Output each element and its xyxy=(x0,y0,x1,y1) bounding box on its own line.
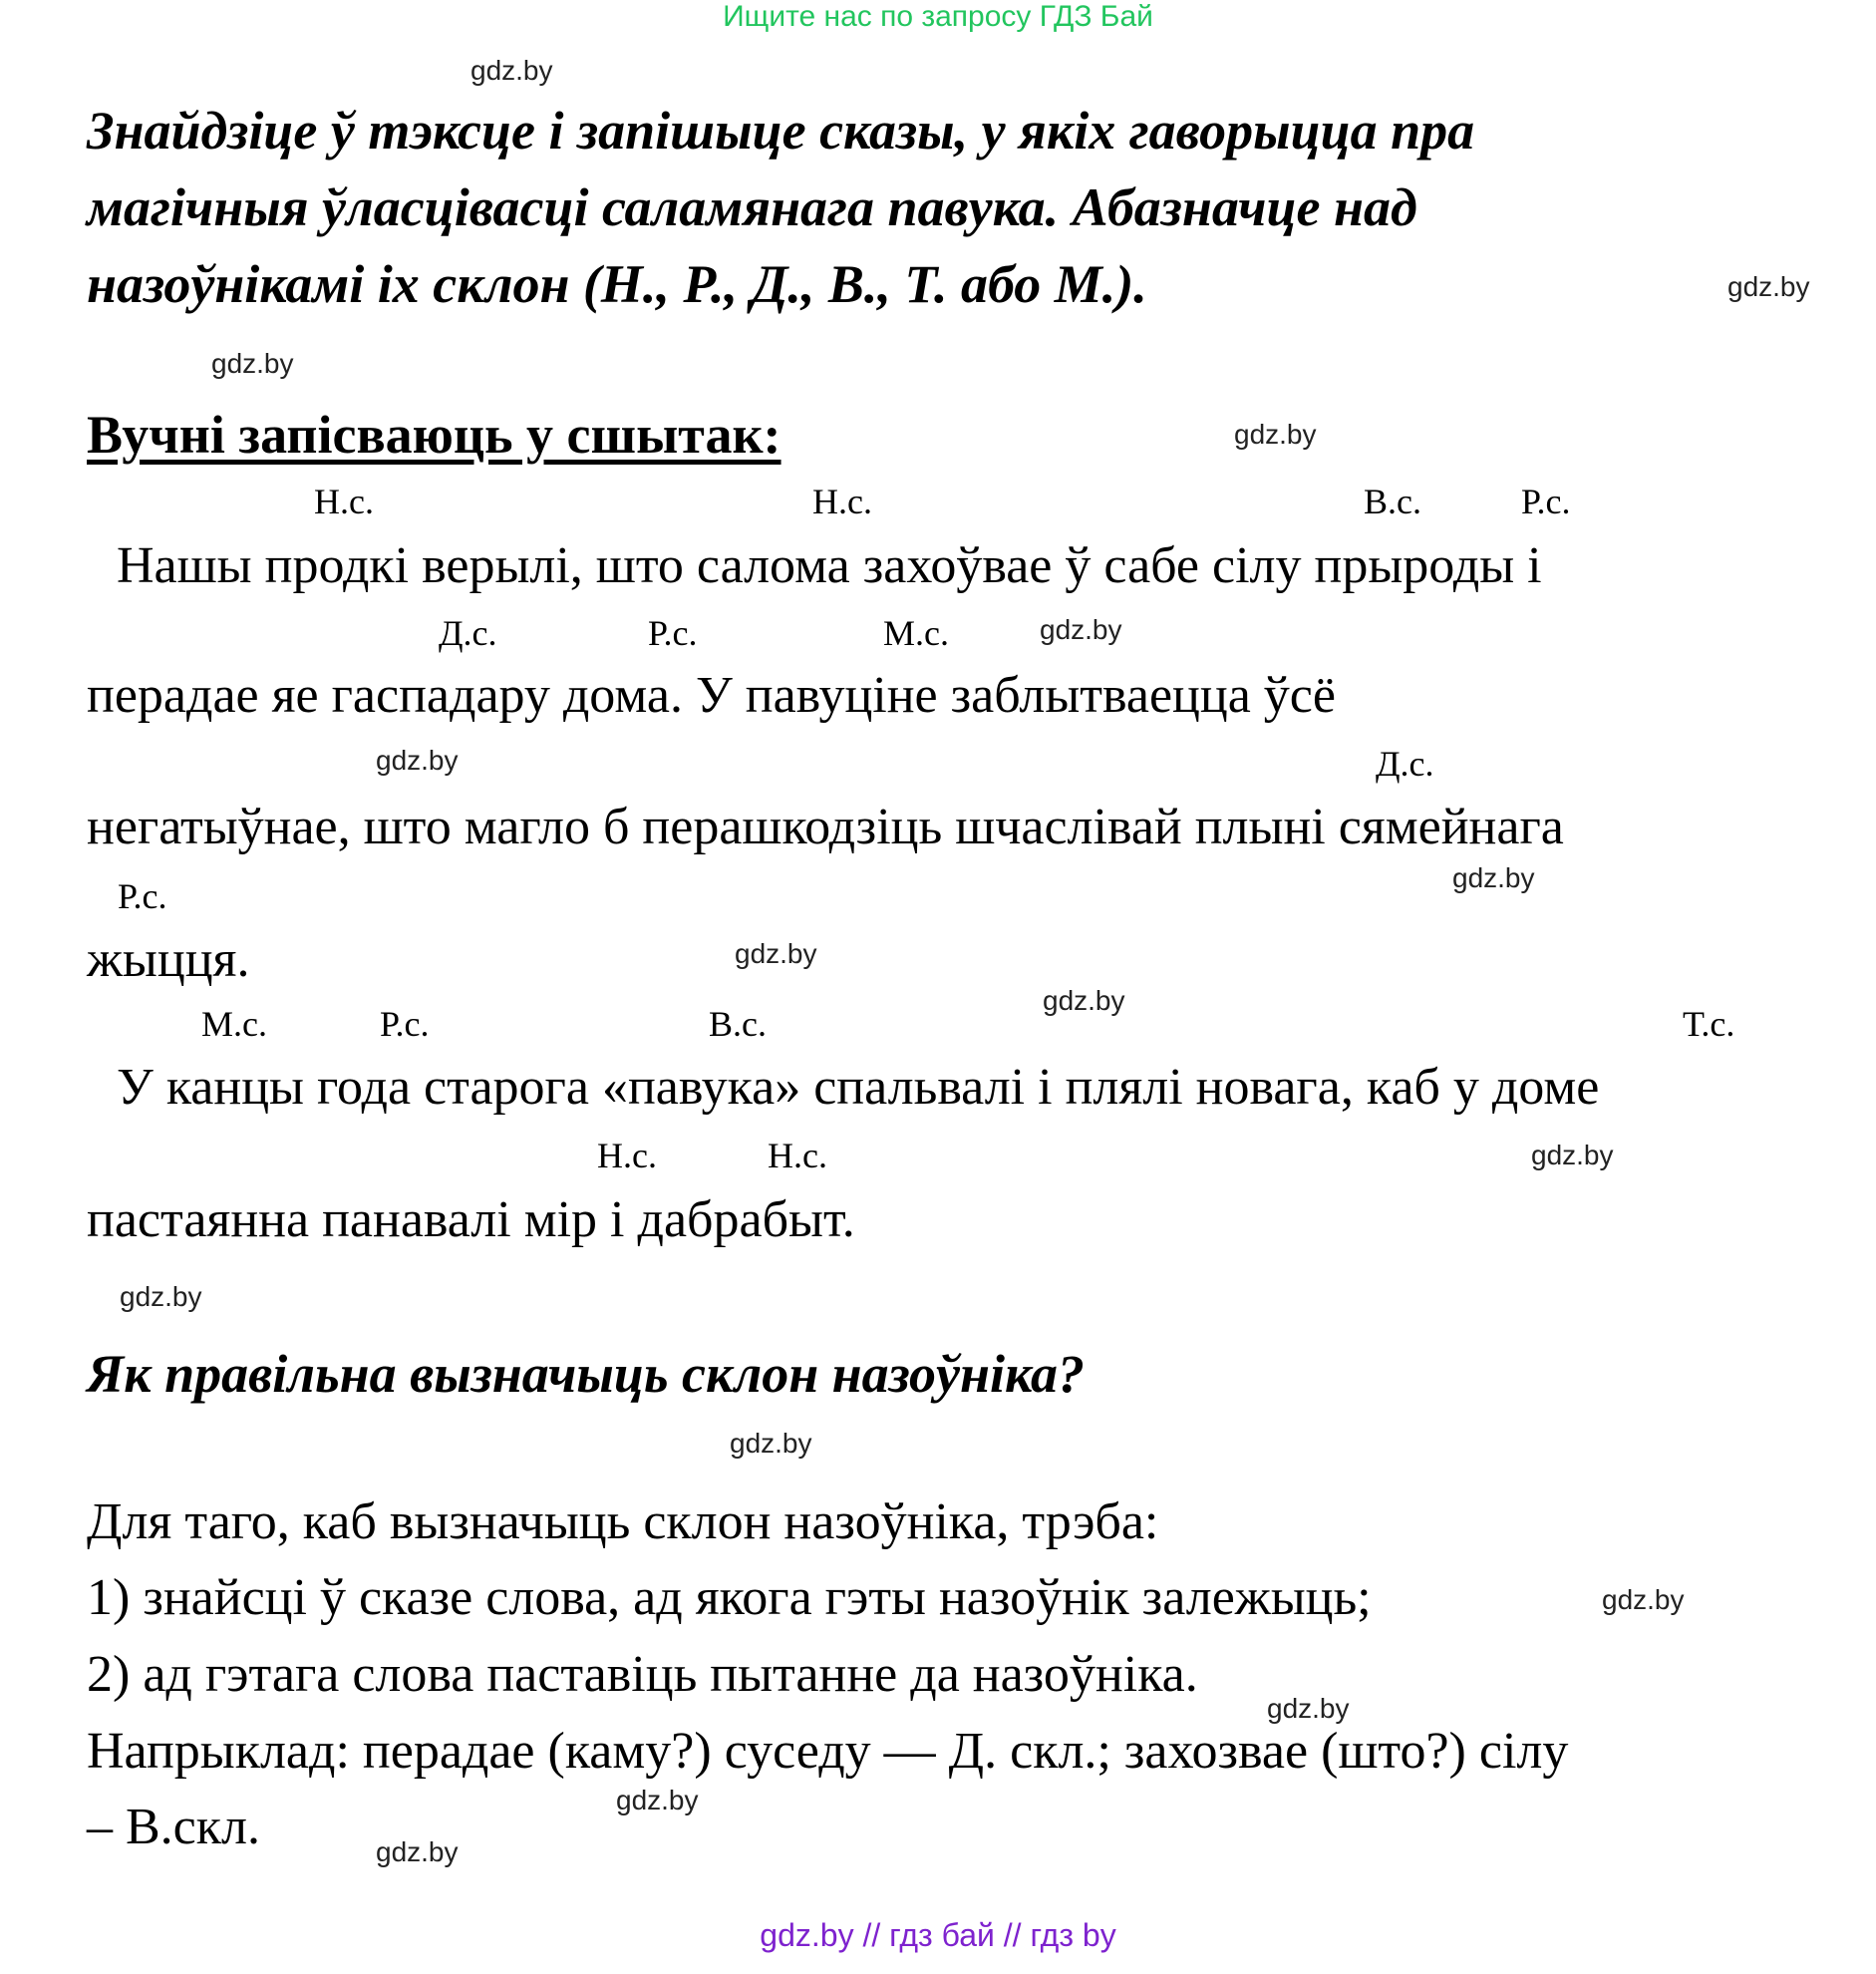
task-line-1: Знайдзіце ў тэксце і запішыце сказы, у якіх гаворыцца пра xyxy=(87,101,1475,161)
case-mark: Р.с. xyxy=(380,1004,430,1044)
case-mark: Н.с. xyxy=(597,1136,657,1175)
case-mark: Т.с. xyxy=(1683,1004,1735,1044)
text-line-6: пастаянна панавалі мір і дабрабыт. xyxy=(87,1191,855,1248)
watermark: gdz.by xyxy=(1267,1693,1350,1724)
text-line-1: Нашы продкі верылі, што салома захоўвае ў сабе сілу прыроды і xyxy=(117,537,1542,594)
text-line-2: перадае яе гаспадару дома. У павуціне заблытваецца ўсё xyxy=(87,667,1336,724)
case-mark: В.с. xyxy=(1364,482,1421,521)
answer-line-3: 2) ад гэтага слова паставіць пытанне да назоўніка. xyxy=(87,1646,1198,1703)
watermark: gdz.by xyxy=(1040,614,1122,645)
watermark: gdz.by xyxy=(1043,985,1125,1016)
top-banner: Ищите нас по запросу ГДЗ Бай xyxy=(723,0,1153,33)
watermark: gdz.by xyxy=(1531,1140,1614,1170)
case-mark: Д.с. xyxy=(1376,744,1434,784)
watermark: gdz.by xyxy=(616,1785,699,1815)
watermark: gdz.by xyxy=(211,348,294,379)
task-line-2: магічныя ўласцівасці саламянага павука. Абазначце над xyxy=(87,177,1417,237)
case-mark: Р.с. xyxy=(1521,482,1571,521)
case-mark: Н.с. xyxy=(768,1136,827,1175)
text-line-4: жыцця. xyxy=(87,931,250,988)
watermark: gdz.by xyxy=(730,1428,812,1459)
watermark: gdz.by xyxy=(1602,1584,1685,1615)
case-mark: В.с. xyxy=(709,1004,767,1044)
section-heading: Вучні запісваюць у сшытак: xyxy=(87,405,782,465)
answer-line-2: 1) знайсці ў сказе слова, ад якога гэты назоўнік залежыць; xyxy=(87,1569,1372,1626)
watermark: gdz.by xyxy=(1452,862,1535,893)
case-mark: М.с. xyxy=(883,613,949,653)
case-mark: Н.с. xyxy=(314,482,374,521)
watermark: gdz.by xyxy=(1234,419,1317,450)
answer-line-4: Напрыклад: перадае (каму?) суседу — Д. скл.; захозвае (што?) сілу xyxy=(87,1723,1569,1780)
answer-line-5: – В.скл. xyxy=(87,1799,260,1855)
watermark: gdz.by xyxy=(376,1836,459,1867)
case-mark: Р.с. xyxy=(118,876,167,916)
case-mark: Р.с. xyxy=(648,613,698,653)
text-line-5: У канцы года старога «павука» спальвалі і плялі новага, каб у доме xyxy=(117,1059,1600,1116)
watermark: gdz.by xyxy=(735,938,817,969)
footer-links: gdz.by // гдз бай // гдз by xyxy=(760,1917,1116,1953)
case-mark: Н.с. xyxy=(812,482,872,521)
watermark: gdz.by xyxy=(120,1281,202,1312)
task-line-3: назоўнікамі іх склон (Н., Р., Д., В., Т. або М.). xyxy=(87,254,1147,314)
watermark: gdz.by xyxy=(376,745,459,776)
text-line-3: негатыўнае, што магло б перашкодзіць шчаслівай плыні сямейнага xyxy=(87,799,1564,855)
case-mark: М.с. xyxy=(201,1004,267,1044)
watermark: gdz.by xyxy=(1727,271,1810,302)
answer-line-1: Для таго, каб вызначыць склон назоўніка, трэба: xyxy=(87,1493,1159,1550)
question-heading: Як правільна вызначыць склон назоўніка? xyxy=(87,1344,1085,1404)
watermark: gdz.by xyxy=(470,55,553,86)
case-mark: Д.с. xyxy=(439,613,497,653)
